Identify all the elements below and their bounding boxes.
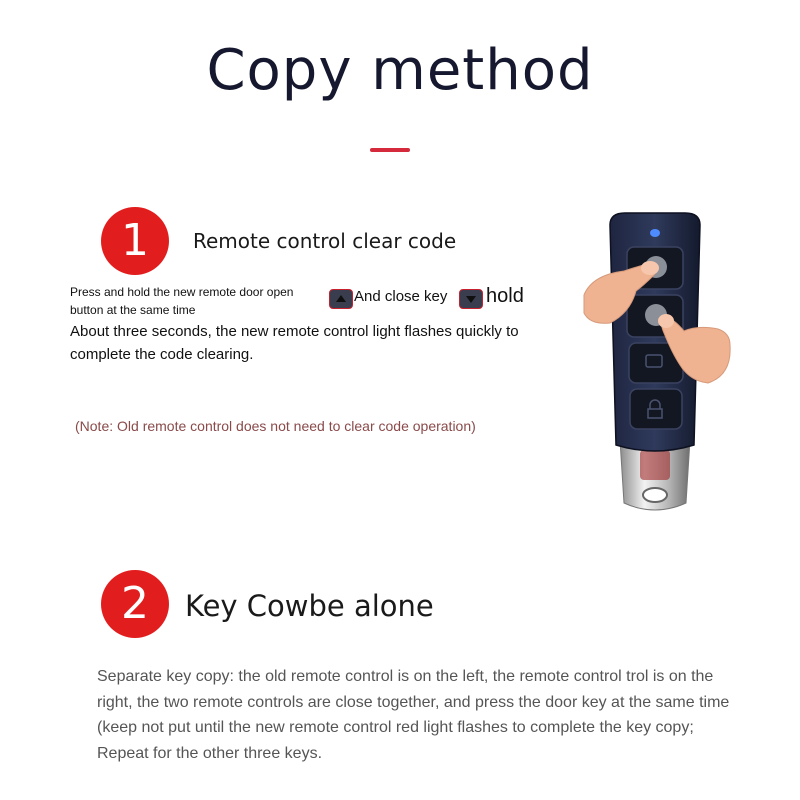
step1-description: About three seconds, the new remote control light flashes quickly to complete the code clearing.	[70, 323, 519, 363]
step1-badge: 1	[101, 207, 169, 275]
close-key-icon	[459, 289, 483, 309]
step1-instruction-line1: Press and hold the new remote door open	[70, 285, 294, 299]
step1-heading: Remote control clear code	[193, 229, 457, 253]
step2-heading: Key Cowbe alone	[185, 589, 434, 623]
hold-label: hold	[486, 285, 524, 307]
step1-note: (Note: Old remote control does not need to clear code operation)	[75, 418, 476, 434]
page-title: Copy method	[206, 38, 594, 103]
remote-control-illustration	[580, 205, 740, 525]
title-underline	[370, 148, 410, 152]
and-close-key-label: And close key	[354, 288, 448, 305]
open-key-icon	[329, 289, 353, 309]
step2-badge: 2	[101, 570, 169, 638]
step2-description: Separate key copy: the old remote control is on the left, the remote control trol is on the right, the two remote controls are close together, and press the door key at the same time (keep not put until the new remote control red light flashes to complete the key copy; Repeat for the other three keys.	[97, 668, 730, 762]
step1-instruction-line2: button at the same time	[70, 303, 196, 317]
